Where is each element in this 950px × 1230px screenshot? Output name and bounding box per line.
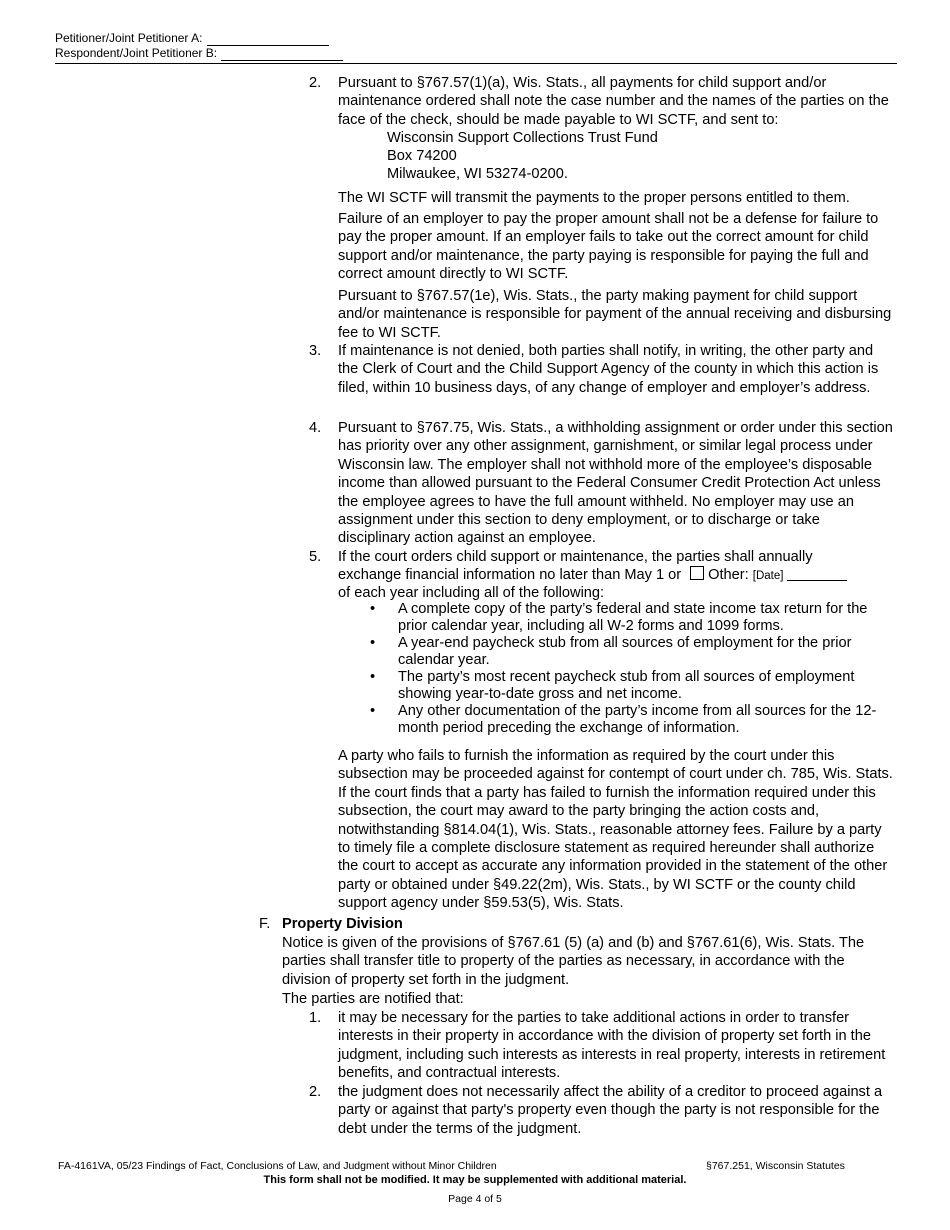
section-f-title: Property Division: [282, 916, 403, 932]
item-2-fee: Pursuant to §767.57(1e), Wis. Stats., the party making payment for child support and/or maintenance is responsible for payment of the annual receiving and disbursing fee to WI SCTF.: [338, 288, 892, 341]
section-f-notified: The parties are notified that:: [282, 991, 464, 1007]
footer-notice: This form shall not be modified. It may be supplemented with additional material.: [263, 1174, 687, 1186]
case-header: [55, 31, 343, 61]
petitioner-label: Petitioner/Joint Petitioner A:: [55, 31, 203, 45]
item-5-line-2-text: exchange financial information no later than May 1 or: [338, 567, 682, 583]
bullet-dot: •: [370, 601, 376, 617]
bullet-year-end-stub: A year-end paycheck stub from all sources of employment for the prior calendar year.: [398, 635, 852, 668]
bullet-dot: •: [370, 669, 376, 685]
item-5-closing: A party who fails to furnish the information as required by the court under this subsection may be proceeded against for contempt of court under ch. 785, Wis. Stats. If the court finds that a party has failed to furnish the information required under this subsection, the court may award to the party bringing the action costs and, notwithstanding §814.04(1), Wis. Stats., reasonable attorney fees. Failure by a party to timely file a complete disclosure statement as required hereunder shall authorize the court to accept as accurate any information provided in the statement of the other party or obtained under §49.22(2m), Wis. Stats., by WI SCTF or the county child support agency under §59.53(5), Wis. Stats.: [338, 748, 893, 912]
footer-form-id: FA-4161VA, 05/23 Findings of Fact, Conclusions of Law, and Judgment without Minor Children: [58, 1160, 497, 1172]
section-f-item-1-number: 1.: [309, 1010, 322, 1026]
bullet-recent-stub: The party’s most recent paycheck stub from all sources of employment showing year-to-date gross and net income.: [398, 669, 855, 702]
address-line-2: Box 74200: [387, 148, 457, 164]
item-2-transmit: The WI SCTF will transmit the payments to the proper persons entitled to them.: [338, 190, 850, 206]
other-date-field[interactable]: [787, 567, 847, 581]
item-5-number: 5.: [309, 549, 322, 565]
petitioner-name-field[interactable]: [207, 33, 329, 46]
address-line-1: Wisconsin Support Collections Trust Fund: [387, 130, 658, 146]
item-2-employer-failure: Failure of an employer to pay the proper amount shall not be a defense for failure to pay the proper amount. If an employer fails to take out the correct amount for child support and/or maintenance, the party paying is responsible for paying the full and correct amount directly to WI SCTF.: [338, 211, 879, 283]
item-5-line-1: If the court orders child support or maintenance, the parties shall annually: [338, 549, 813, 565]
bullet-other-docs: Any other documentation of the party’s income from all sources for the 12-month period preceding the exchange of information.: [398, 703, 877, 736]
item-5-line-3: of each year including all of the following:: [338, 585, 605, 601]
item-3-number: 3.: [309, 343, 322, 359]
date-hint: [Date]: [752, 570, 784, 582]
item-2-number: 2.: [309, 75, 322, 91]
petitioner-row: [55, 31, 343, 46]
item-5-line-2: [338, 566, 847, 585]
section-f-item-1-text: it may be necessary for the parties to take additional actions in order to transfer interests in their property in accordance with the division of property set forth in the judgment, including such interests as interests in real property, interests in retirement benefits, and contractual interests.: [338, 1010, 886, 1082]
address-line-3: Milwaukee, WI 53274-0200.: [387, 166, 568, 182]
respondent-label: Respondent/Joint Petitioner B:: [55, 46, 218, 60]
section-f-letter: F.: [259, 916, 271, 932]
item-4-number: 4.: [309, 420, 322, 436]
item-2-text: Pursuant to §767.57(1)(a), Wis. Stats., all payments for child support and/or maintenance ordered shall note the case number and the names of the parties on the face of the check, should be made payable to WI SCTF, and sent to:: [338, 75, 889, 128]
section-f-item-2-number: 2.: [309, 1084, 322, 1100]
bullet-tax-return: A complete copy of the party’s federal and state income tax return for the prior calendar year, including all W-2 forms and 1099 forms.: [398, 601, 868, 634]
respondent-row: [55, 46, 343, 61]
item-3-text: If maintenance is not denied, both parties shall notify, in writing, the other party and the Clerk of Court and the Child Support Agency of the county in which this action is filed, within 10 business days, of any change of employer and employer’s address.: [338, 343, 879, 396]
bullet-dot: •: [370, 635, 376, 651]
respondent-name-field[interactable]: [221, 48, 343, 61]
section-f-item-2-text: the judgment does not necessarily affect the ability of a creditor to proceed against a party or against that party's property even though the party is not responsible for the debt under the terms of the judgment.: [338, 1084, 883, 1137]
section-f-notice: Notice is given of the provisions of §767.61 (5) (a) and (b) and §767.61(6), Wis. Stats. The parties shall transfer title to property of the parties as necessary, in accordance with the division of property set forth in the judgment.: [282, 935, 865, 988]
item-4-text: Pursuant to §767.75, Wis. Stats., a withholding assignment or order under this section has priority over any other assignment, garnishment, or similar legal process under Wisconsin law. The employer shall not withhold more of the employee’s disposable income than allowed pursuant to the Federal Consumer Credit Protection Act unless the employee agrees to have the full amount withheld. No employer may use an assignment under this section to deny employment, or to discharge or take disciplinary action against an employee.: [338, 420, 893, 547]
other-date-checkbox[interactable]: [690, 566, 704, 580]
other-label: Other:: [708, 567, 749, 583]
page-number: Page 4 of 5: [448, 1193, 502, 1205]
footer-statute: §767.251, Wisconsin Statutes: [706, 1160, 845, 1172]
bullet-dot: •: [370, 703, 376, 719]
header-divider: [55, 63, 897, 64]
